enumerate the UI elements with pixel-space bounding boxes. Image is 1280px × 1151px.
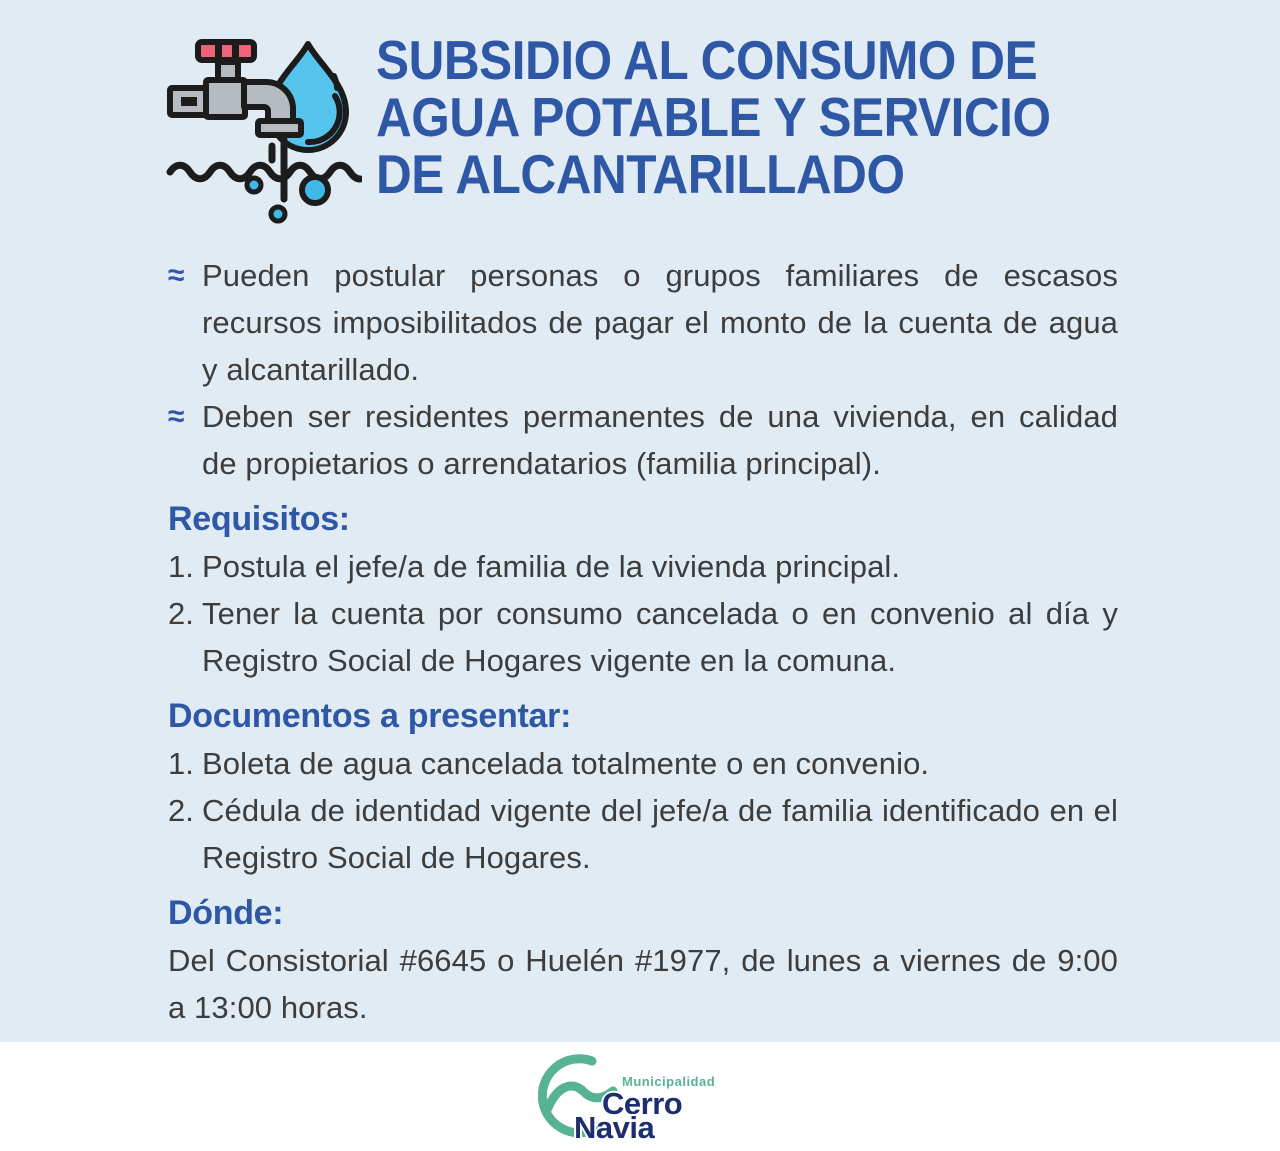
requisitos-list [168,543,1118,684]
list-item-text: Tener la cuenta por consumo cancelada o en convenio al día y Registro Social de Hogares vigente en la comuna. [202,596,1118,678]
list-item-text: Postula el jefe/a de familia de la vivienda principal. [202,549,901,584]
faucet-water-drop-icon [162,26,362,226]
municipality-logo [538,1044,758,1148]
title-line-2: AGUA POTABLE Y SERVICIO [376,86,1051,148]
list-item [168,787,1118,881]
title-line-1: SUBSIDIO AL CONSUMO DE [376,29,1038,91]
list-item-text: Boleta de agua cancelada totalmente o en convenio. [202,746,930,781]
logo-name-line2: Navia [574,1110,655,1145]
documentos-list [168,740,1118,881]
header [162,26,1118,226]
list-item-text: Cédula de identidad vigente del jefe/a de familia identificado en el Registro Social de Hogares. [202,793,1118,875]
list-number: 2. [168,596,194,631]
title-line-3: DE ALCANTARILLADO [376,143,905,205]
bullet-text: Deben ser residentes permanentes de una vivienda, en calidad de propietarios o arrendatarios (familia principal). [202,399,1118,481]
bullet-text: Pueden postular personas o grupos familiares de escasos recursos imposibilitados de pagar el monto de la cuenta de agua y alcantarillado. [202,258,1118,387]
list-item [168,393,1118,487]
flyer-content [168,0,1118,1031]
list-number: 1. [168,549,194,584]
logo-municipality-label: Municipalidad [622,1074,716,1089]
intro-bullets [168,252,1118,487]
list-number: 1. [168,746,194,781]
section-heading-documentos: Documentos a presentar: [168,697,572,735]
list-item [168,252,1118,393]
list-item [168,543,1118,590]
tilde-bullet-icon: ≈ [168,400,185,433]
list-item [168,740,1118,787]
list-item [168,590,1118,684]
section-heading-donde: Dónde: [168,894,284,932]
tilde-bullet-icon: ≈ [168,259,185,292]
faucet-water-drop-svg [162,26,362,226]
list-number: 2. [168,793,194,828]
page-title [376,29,1051,226]
donde-text: Del Consistorial #6645 o Huelén #1977, de lunes a viernes de 9:00 a 13:00 horas. [168,943,1118,1025]
section-heading-requisitos: Requisitos: [168,500,350,538]
logo-name-line1: Cerro [602,1086,683,1121]
